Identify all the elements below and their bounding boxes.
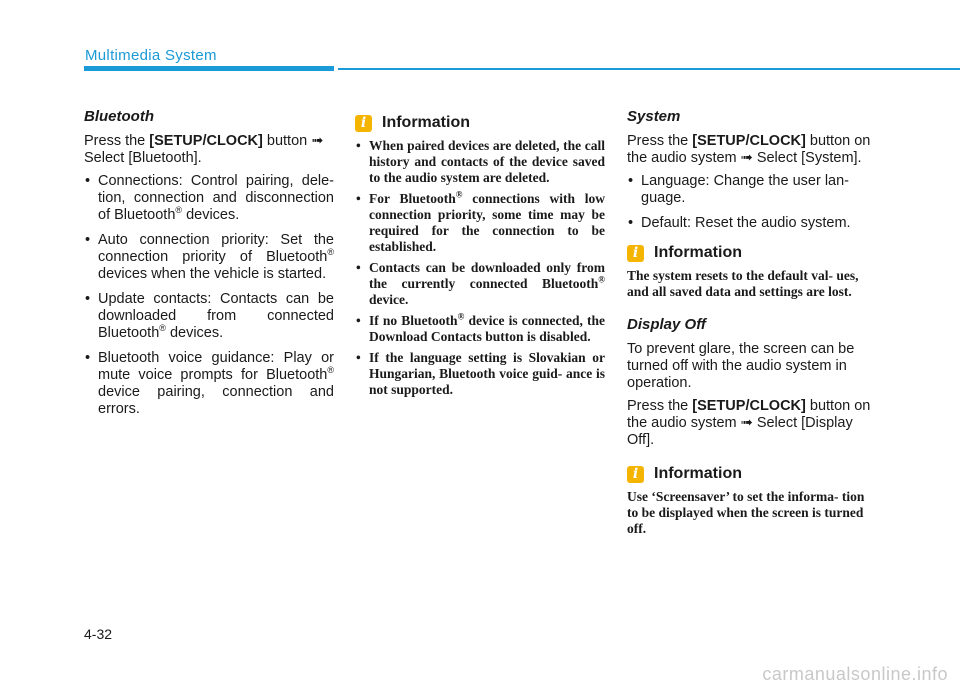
setup-clock-key: [SETUP/CLOCK] xyxy=(149,133,263,149)
list-item: • If the language setting is Slovakian or Hungarian, Bluetooth voice guid- ance is not supported. xyxy=(355,350,605,398)
intro-text: Press the xyxy=(84,133,150,149)
bluetooth-options-list xyxy=(84,173,334,418)
information-icon: i xyxy=(627,466,644,483)
information-header xyxy=(355,114,605,132)
header-title: Multimedia System xyxy=(85,47,217,64)
column-bluetooth-information xyxy=(355,114,605,403)
information-header xyxy=(627,465,879,483)
bluetooth-intro xyxy=(84,133,334,167)
information-title: Information xyxy=(654,465,742,482)
list-item: • Connections: Control pairing, dele- tion, connection and disconnection of Bluetooth® devices. xyxy=(84,173,334,224)
system-options-list xyxy=(627,173,879,232)
information-title: Information xyxy=(654,244,742,261)
list-item: • For Bluetooth® connections with low connection priority, some time may be required for the connection to be established. xyxy=(355,191,605,255)
watermark: carmanualsonline.info xyxy=(762,664,948,684)
column-bluetooth xyxy=(84,108,334,426)
page-number: 4-32 xyxy=(84,626,113,642)
system-intro: Press the [SETUP/CLOCK] button on the audio system ➟ Select [System]. xyxy=(627,133,871,166)
list-item: • Auto connection priority: Set the connection priority of Bluetooth® devices when the vehicle is started. xyxy=(84,232,334,283)
header-bar-thin xyxy=(338,68,960,70)
setup-clock-key: [SETUP/CLOCK] xyxy=(692,398,806,414)
list-item: • Bluetooth voice guidance: Play or mute voice prompts for Bluetooth® device pairing, connection and errors. xyxy=(84,350,334,418)
header-bar-thick xyxy=(84,66,334,71)
information-text: The system resets to the default val- ues, and all saved data and settings are lost. xyxy=(627,268,859,299)
list-item: • Update contacts: Contacts can be downloaded from connected Bluetooth® devices. xyxy=(84,291,334,342)
information-text: Use ‘Screensaver’ to set the informa- tion to be displayed when the screen is turned off. xyxy=(627,489,865,536)
intro-text: button ➟ Select [Bluetooth]. xyxy=(84,133,324,166)
column-system xyxy=(627,108,879,543)
information-icon: i xyxy=(355,115,372,132)
setup-clock-key: [SETUP/CLOCK] xyxy=(692,133,806,149)
display-off-heading: Display Off xyxy=(627,316,706,333)
display-off-paragraph: To prevent glare, the screen can be turned off with the audio system in operation. xyxy=(627,341,855,391)
list-item: • Contacts can be downloaded only from the currently connected Bluetooth® device. xyxy=(355,260,605,308)
information-icon: i xyxy=(627,245,644,262)
display-off-intro: Press the [SETUP/CLOCK] button on the audio system ➟ Select [Display Off]. xyxy=(627,398,871,448)
list-item: • Language: Change the user lan- guage. xyxy=(627,173,879,207)
information-title: Information xyxy=(382,114,470,131)
list-item: • When paired devices are deleted, the call history and contacts of the device saved to the audio system are deleted. xyxy=(355,138,605,186)
information-header xyxy=(627,244,879,262)
system-heading: System xyxy=(627,108,681,125)
bluetooth-heading: Bluetooth xyxy=(84,108,154,125)
list-item: • If no Bluetooth® device is connected, the Download Contacts button is disabled. xyxy=(355,313,605,345)
information-list xyxy=(355,138,605,398)
list-item: • Default: Reset the audio system. xyxy=(627,215,879,232)
